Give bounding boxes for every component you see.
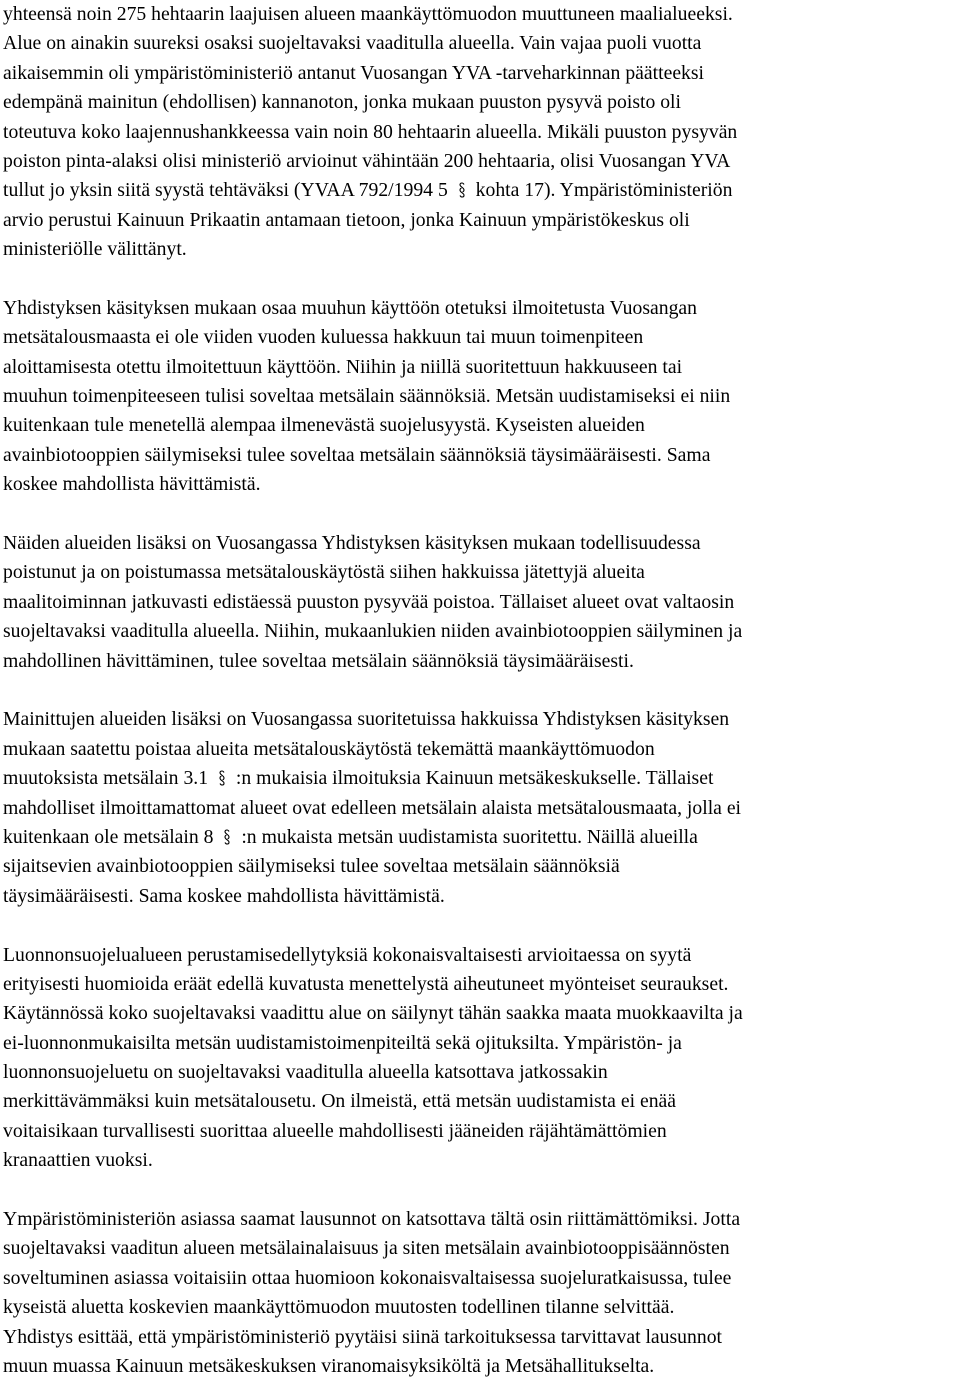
text-segment: muutoksista metsälain 3.1 bbox=[3, 767, 209, 790]
paragraph bbox=[3, 705, 955, 911]
document-page bbox=[3, 0, 955, 1381]
text-line: metsätalousmaasta ei ole viiden vuoden kuluessa hakkuun tai muun toimenpiteen bbox=[3, 326, 644, 349]
text-line: ministeriölle välittänyt. bbox=[3, 238, 187, 261]
text-line: edempänä mainitun (ehdollisen) kannanoton, jonka mukaan puuston pysyvä poisto oli bbox=[3, 91, 681, 114]
text-line: mukaan saatettu poistaa alueita metsätalouskäytöstä tekemättä maankäyttömuodon bbox=[3, 737, 655, 760]
paragraph-spacer bbox=[3, 500, 955, 529]
text-line: maalitoiminnan jatkuvasti edistäessä puuston pysyvää poistoa. Tällaiset alueet ovat valtaosin bbox=[3, 590, 735, 613]
paragraph bbox=[3, 1205, 955, 1381]
text-line: arvio perustui Kainuun Prikaatin antamaan tietoon, jonka Kainuun ympäristökeskus oli bbox=[3, 208, 690, 231]
text-segment: tullut jo yksin siitä syystä tehtäväksi (YVAA 792/1994 5 bbox=[3, 179, 448, 202]
text-line: merkittävämmäksi kuin metsätalousetu. On ilmeistä, että metsän uudistamista ei enää bbox=[3, 1090, 677, 1113]
text-segment: :n mukaisia ilmoituksia Kainuun metsäkeskukselle. Tällaiset bbox=[235, 767, 714, 790]
text-line: kuitenkaan tule menetellä alempaa ilmenevästä suojelusyystä. Kyseisten alueiden bbox=[3, 414, 645, 437]
section-sign-icon bbox=[218, 825, 236, 854]
text-line: poistunut ja on poistumassa metsätalouskäytöstä siihen hakkuissa jätettyjä alueita bbox=[3, 561, 645, 584]
text-line: ei-luonnonmukaisilta metsän uudistamistoimenpiteiltä sekä ojituksilta. Ympäristön- ja bbox=[3, 1031, 682, 1054]
text-line: mahdolliset ilmoittamattomat alueet ovat edelleen metsälain alaista metsätalousmaata, jolla ei bbox=[3, 796, 742, 819]
text-line: Yhdistyksen käsityksen mukaan osaa muuhun käyttöön otetuksi ilmoitetusta Vuosangan bbox=[3, 296, 697, 319]
text-line: soveltuminen asiassa voitaisiin ottaa huomioon kokonaisvaltaisessa suojeluratkaisussa, tulee bbox=[3, 1266, 732, 1289]
text-segment: kuitenkaan ole metsälain 8 bbox=[3, 825, 214, 848]
text-line: mahdollinen hävittäminen, tulee soveltaa metsälain säännöksiä täysimääräisesti. bbox=[3, 649, 634, 672]
section-sign-icon bbox=[453, 178, 471, 207]
text-line: avainbiotooppien säilymiseksi tulee soveltaa metsälain säännöksiä täysimääräisesti. Sama bbox=[3, 443, 711, 466]
text-line: Luonnonsuojelualueen perustamisedellytyksiä kokonaisvaltaisesti arvioitaessa on syytä bbox=[3, 943, 692, 966]
paragraph-spacer bbox=[3, 265, 955, 294]
paragraph bbox=[3, 294, 955, 500]
text-line: sijaitsevien avainbiotooppien säilymiseksi tulee soveltaa metsälain säännöksiä bbox=[3, 855, 620, 878]
text-line: suojeltavaksi vaaditun alueen metsälainalaisuus ja siten metsälain avainbiotooppisäännösten bbox=[3, 1237, 730, 1260]
text-line: muun muassa Kainuun metsäkeskuksen viranomaisyksiköltä ja Metsähallitukselta. bbox=[3, 1354, 655, 1377]
text-line: muuhun toimenpiteeseen tulisi soveltaa metsälain säännöksiä. Metsän uudistamiseksi ei niin bbox=[3, 385, 731, 408]
section-sign-icon bbox=[213, 766, 231, 795]
paragraph bbox=[3, 529, 955, 676]
text-line: Käytännössä koko suojeltavaksi vaadittu alue on säilynyt tähän saakka maata muokkaavilta ja bbox=[3, 1002, 743, 1025]
text-line: Yhdistys esittää, että ympäristöministeriö pyytäisi siinä tarkoituksessa tarvittavat lausunnot bbox=[3, 1325, 723, 1348]
text-line: poiston pinta-alaksi olisi ministeriö arvioinut vähintään 200 hehtaaria, olisi Vuosangan YVA bbox=[3, 149, 731, 172]
text-segment: :n mukaista metsän uudistamista suoritettu. Näillä alueilla bbox=[241, 825, 698, 848]
paragraph-spacer bbox=[3, 676, 955, 705]
text-line bbox=[3, 176, 955, 205]
text-line: kranaattien vuoksi. bbox=[3, 1149, 153, 1172]
text-line: Mainittujen alueiden lisäksi on Vuosangassa suoritetuissa hakkuissa Yhdistyksen käsityksen bbox=[3, 708, 730, 731]
text-line: aloittamisesta otettu ilmoitettuun käyttöön. Niihin ja niillä suoritettuun hakkuuseen tai bbox=[3, 355, 683, 378]
paragraph-spacer bbox=[3, 911, 955, 940]
paragraph bbox=[3, 941, 955, 1176]
text-line: voitaisikaan turvallisesti suorittaa alueelle mahdollisesti jääneiden räjähtämättömien bbox=[3, 1119, 667, 1142]
text-line: Näiden alueiden lisäksi on Vuosangassa Yhdistyksen käsityksen mukaan todellisuudessa bbox=[3, 532, 701, 555]
text-line: Alue on ainakin suureksi osaksi suojeltavaksi vaaditulla alueella. Vain vajaa puoli vuotta bbox=[3, 32, 702, 55]
text-line: Ympäristöministeriön asiassa saamat lausunnot on katsottava tältä osin riittämättömiksi. Jotta bbox=[3, 1208, 741, 1231]
text-line bbox=[3, 823, 955, 852]
text-segment: kohta 17). Ympäristöministeriön bbox=[475, 179, 733, 202]
text-line: luonnonsuojeluetu on suojeltavaksi vaaditulla alueella katsottava jatkossakin bbox=[3, 1061, 608, 1084]
text-line bbox=[3, 764, 955, 793]
text-line: suojeltavaksi vaaditulla alueella. Niihin, mukaanlukien niiden avainbiotooppien säilyminen ja bbox=[3, 620, 743, 643]
text-line: täysimääräisesti. Sama koskee mahdollista hävittämistä. bbox=[3, 884, 445, 907]
text-line: koskee mahdollista hävittämistä. bbox=[3, 473, 261, 496]
text-line: erityisesti huomioida eräät edellä kuvatusta menettelystä aiheutuneet myönteiset seuraukset. bbox=[3, 972, 729, 995]
text-line: yhteensä noin 275 hehtaarin laajuisen alueen maankäyttömuodon muuttuneen maalialueeksi. bbox=[3, 3, 733, 25]
text-line: kyseistä aluetta koskevien maankäyttömuodon muutosten todellinen tilanne selvittää. bbox=[3, 1296, 675, 1319]
text-line: toteutuva koko laajennushankkeessa vain noin 80 hehtaarin alueella. Mikäli puuston pysyvän bbox=[3, 120, 738, 143]
text-line: aikaisemmin oli ympäristöministeriö antanut Vuosangan YVA -tarveharkinnan päätteeksi bbox=[3, 61, 705, 84]
paragraph-spacer bbox=[3, 1176, 955, 1205]
paragraph bbox=[3, 0, 955, 265]
